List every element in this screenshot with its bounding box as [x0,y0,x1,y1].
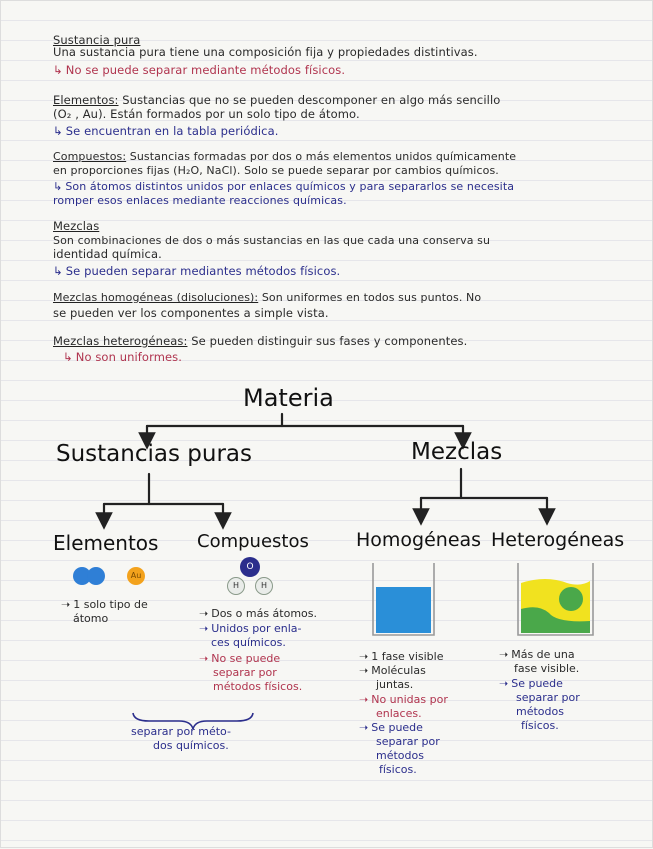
arrow-icon: ➝ [199,622,209,635]
text-line: Una sustancia pura tiene una composición fija y propiedades distintivas. [53,45,478,59]
text-line: Sustancias que no se pueden descomponer en algo más sencillo [122,93,501,107]
homogeneas-note [359,694,448,707]
text-line: métodos [516,705,564,718]
heterogeneas-note [499,649,575,662]
brace-note: dos químicos. [153,739,229,752]
homogeneas-note [359,722,423,735]
arrow-icon: ➝ [61,598,71,611]
text-line: No son uniformes. [75,350,183,364]
text-line: romper esos enlaces mediante reacciones químicas. [53,194,347,207]
text-line: se pueden ver los componentes a simple vista. [53,306,329,320]
text-line: Moléculas [371,664,426,677]
beaker-homogeneas [373,563,434,635]
arrow-icon: ➝ [359,650,369,663]
text-line: métodos [376,749,424,762]
arrow-icon: ↳ [53,264,63,278]
arrow-icon: ➝ [199,607,209,620]
text-line: No se puede [211,652,281,665]
arrow-icon: ➝ [359,721,369,734]
heterogeneas-note [499,678,563,691]
compuestos-note [199,623,301,636]
arrow-icon: ➝ [359,693,369,706]
arrow-icon: ↳ [53,63,63,77]
text-line: juntas. [376,678,414,691]
text-line: Dos o más átomos. [211,607,318,620]
diagram-node-heterogeneas: Heterogéneas [491,529,625,551]
atom-o-label: O [240,557,260,577]
homogeneas-note [359,665,426,678]
text-line: Sustancias formadas por dos o más elementos unidos químicamente [129,150,517,163]
text-line: físicos. [521,719,559,732]
arrow-icon: ➝ [199,652,209,665]
text-line: Se puede [371,721,423,734]
arrow-icon: ↳ [63,350,73,364]
text-line: separar por [213,666,277,679]
text-line: No se puede separar mediante métodos físicos. [65,63,346,77]
text-line: Se pueden distinguir sus fases y componentes. [191,334,468,348]
diagram-node-elementos: Elementos [53,531,159,555]
arrow-icon: ➝ [499,677,509,690]
diagram-node-homogeneas: Homogéneas [356,529,482,551]
text-line: Más de una [511,648,575,661]
heading-mezclas: Mezclas [53,219,100,233]
text-line: átomo [73,612,109,625]
text-line: separar por [376,735,440,748]
text-line: No unidas por [371,693,448,706]
diagram-node-compuestos: Compuestos [197,531,309,552]
atom-au-icon: Au [127,567,145,585]
text-line: enlaces. [376,707,422,720]
compuestos-note [199,653,280,666]
text-line: métodos físicos. [213,680,303,693]
arrow-icon: ↳ [53,124,63,138]
diagram-node-mezclas: Mezclas [411,439,503,465]
text-line: identidad química. [53,247,162,261]
heading-compuestos: Compuestos: [53,150,127,163]
brace-note: separar por méto- [131,725,231,738]
arrow-icon: ➝ [359,664,369,677]
atom-h-label: H [255,577,273,595]
arrow-icon: ➝ [499,648,509,661]
homogeneas-note [359,651,443,664]
heading-mezclas-homogeneas: Mezclas homogéneas (disoluciones): [53,291,259,304]
text-line: 1 fase visible [371,650,444,663]
molecule-h2o-icon [227,557,273,597]
diagram-node-sustancias-puras: Sustancias puras [56,441,252,467]
text-line: Son átomos distintos unidos por enlaces químicos y para separarlos se necesita [65,180,515,193]
text-line: (O₂ , Au). Están formados por un solo tipo de átomo. [53,107,360,121]
text-line: fase visible. [514,662,580,675]
text-line: Se pueden separar mediantes métodos físicos. [65,264,341,278]
text-line: 1 solo tipo de [73,598,148,611]
text-line: separar por [516,691,580,704]
heading-sustancia-pura: Sustancia pura [53,33,141,47]
diagram-root-materia: Materia [243,384,334,412]
text-line: Unidos por enla- [211,622,302,635]
text-line: Son uniformes en todos sus puntos. No [261,291,482,304]
text-line: ces químicos. [211,636,286,649]
text-line: físicos. [379,763,417,776]
compuestos-note [199,608,317,621]
text-line: Son combinaciones de dos o más sustancias en las que cada una conserva su [53,234,491,247]
text-line: Se puede [511,677,563,690]
text-line: en proporciones fijas (H₂O, NaCl). Solo se puede separar por cambios químicos. [53,164,499,177]
arrow-icon: ↳ [53,180,63,193]
heading-mezclas-heterogeneas: Mezclas heterogéneas: [53,334,188,348]
text-line: Se encuentran en la tabla periódica. [65,124,279,138]
heading-elementos: Elementos: [53,93,119,107]
elementos-note [61,599,148,612]
atom-h-label: H [227,577,245,595]
beaker-heterogeneas [518,563,593,635]
